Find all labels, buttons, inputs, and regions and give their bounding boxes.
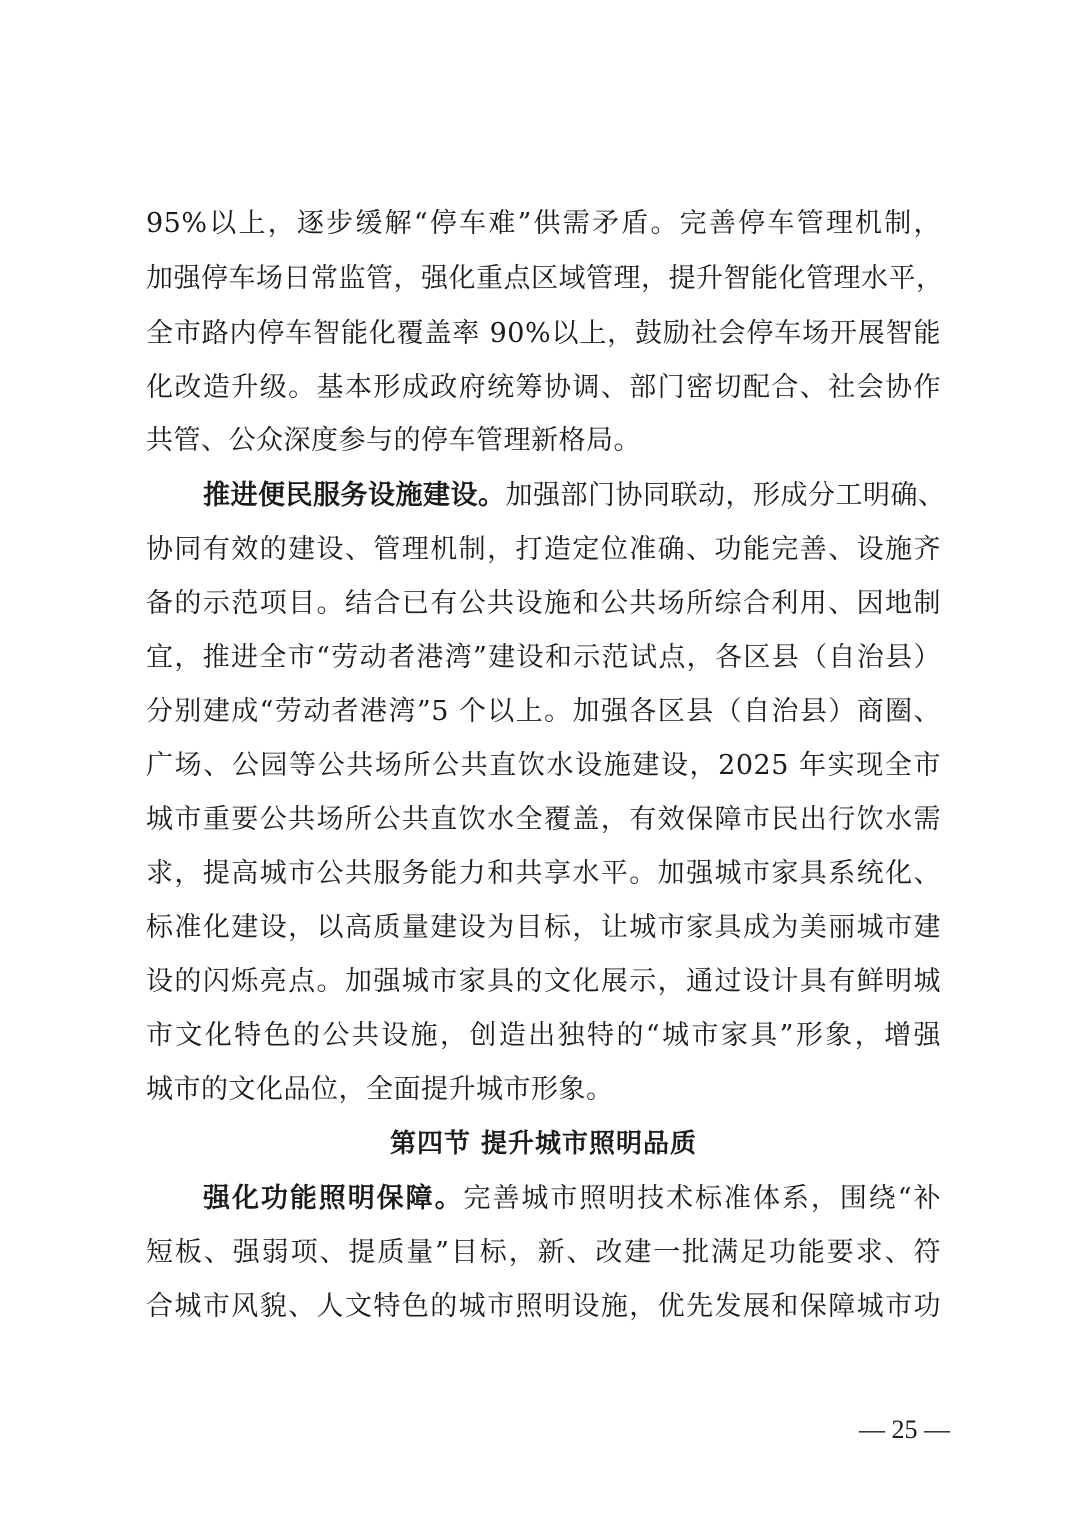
paragraph-line: 标准化建设，以高质量建设为目标，让城市家具成为美丽城市建 <box>146 912 941 943</box>
paragraph-line: 共管、公众深度参与的停车管理新格局。 <box>146 425 641 456</box>
paragraph-line: 95%以上，逐步缓解“停车难”供需矛盾。完善停车管理机制， <box>146 208 941 239</box>
paragraph-lead-heading: 强化功能照明保障。 <box>203 1183 464 1214</box>
paragraph-lead-heading: 推进便民服务设施建设。 <box>203 480 506 511</box>
section-heading: 第四节 提升城市照明品质 <box>389 1129 698 1159</box>
paragraph-line: 宜，推进全市“劳动者港湾”建设和示范试点，各区县（自治县） <box>146 642 941 673</box>
paragraph-line: 设的闪烁亮点。加强城市家具的文化展示，通过设计具有鲜明城 <box>146 966 941 997</box>
paragraph-line: 加强停车场日常监管，强化重点区域管理，提升智能化管理水平， <box>146 263 944 294</box>
paragraph-line: 城市重要公共场所公共直饮水全覆盖，有效保障市民出行饮水需 <box>146 804 941 835</box>
paragraph-line: 城市的文化品位，全面提升城市形象。 <box>146 1074 614 1105</box>
page-number: — 25 — <box>859 1415 950 1444</box>
paragraph-line: 合城市风貌、人文特色的城市照明设施，优先发展和保障城市功 <box>146 1291 941 1322</box>
paragraph-first-line <box>203 476 946 516</box>
paragraph-line: 化改造升级。基本形成政府统筹协调、部门密切配合、社会协作 <box>146 372 941 403</box>
paragraph-line: 市文化特色的公共设施，创造出独特的“城市家具”形象，增强 <box>146 1020 941 1051</box>
paragraph-line: 求，提高城市公共服务能力和共享水平。加强城市家具系统化、 <box>146 858 941 889</box>
paragraph-first-line-text: 完善城市照明技术标准体系，围绕“补 <box>463 1183 941 1214</box>
paragraph-line: 全市路内停车智能化覆盖率 90%以上，鼓励社会停车场开展智能 <box>146 318 941 349</box>
paragraph-line: 备的示范项目。结合已有公共设施和公共场所综合利用、因地制 <box>146 588 941 619</box>
paragraph-line: 协同有效的建设、管理机制，打造定位准确、功能完善、设施齐 <box>146 534 941 565</box>
paragraph-line: 广场、公园等公共场所公共直饮水设施建设，2025 年实现全市 <box>146 750 941 781</box>
paragraph-first-line-text: 加强部门协同联动，形成分工明确、 <box>505 480 946 511</box>
paragraph-line: 短板、强弱项、提质量”目标，新、改建一批满足功能要求、符 <box>146 1237 941 1268</box>
paragraph-first-line <box>203 1179 941 1219</box>
paragraph-line: 分别建成“劳动者港湾”5 个以上。加强各区县（自治县）商圈、 <box>146 696 941 727</box>
